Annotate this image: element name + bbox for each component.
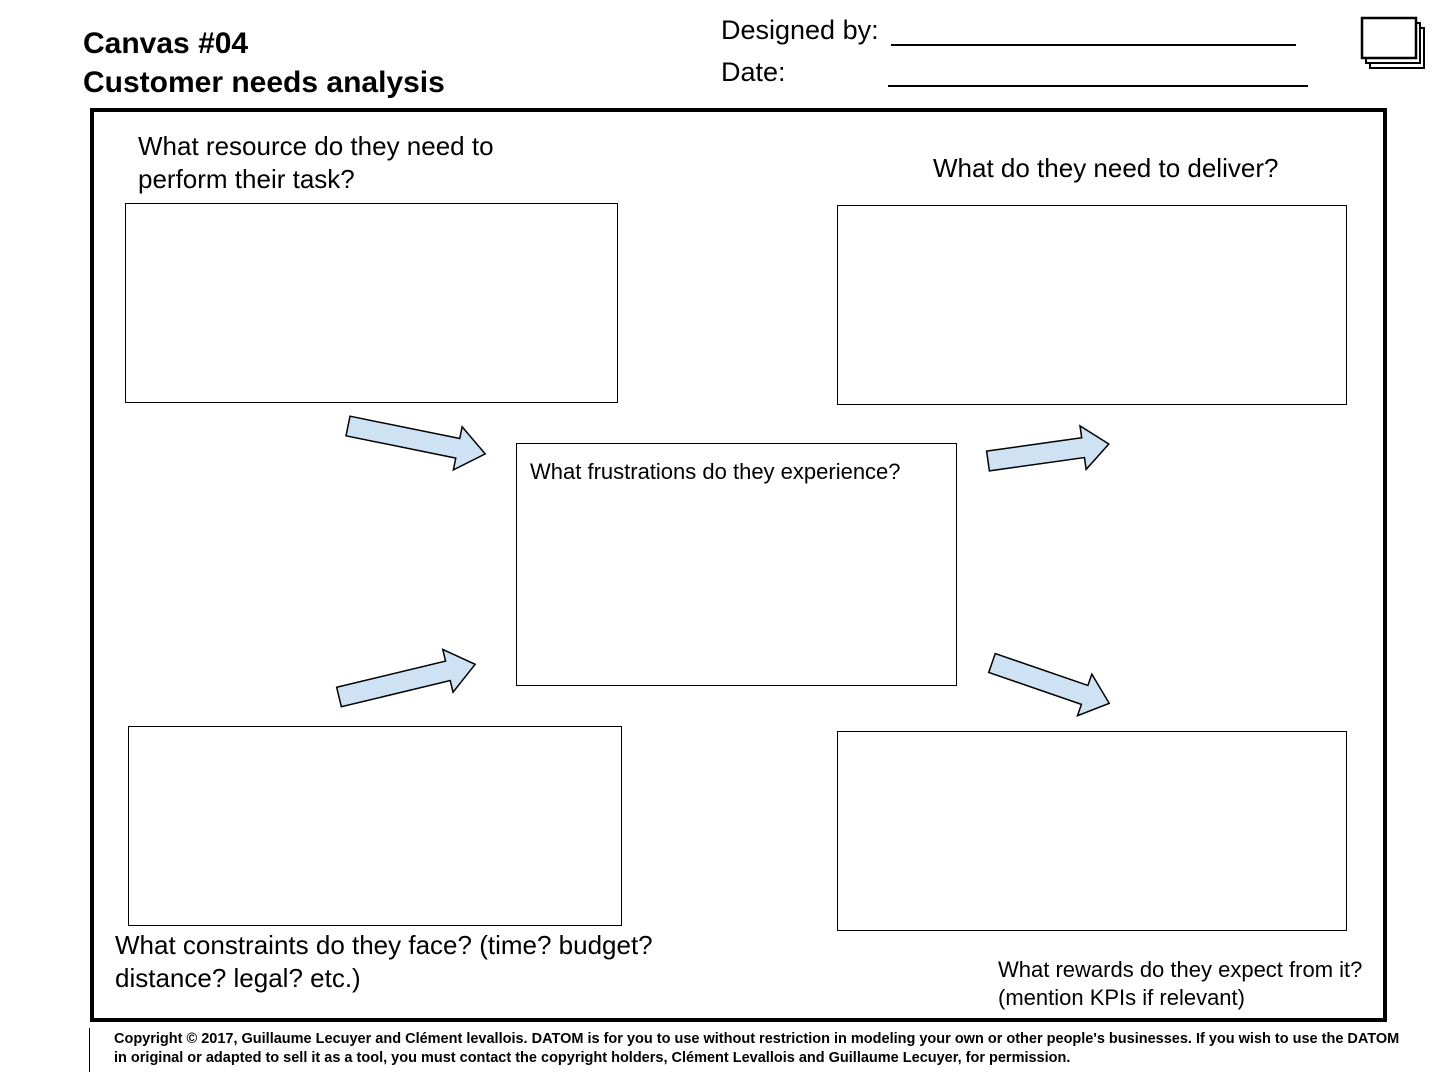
canvas-title: Customer needs analysis <box>83 66 445 99</box>
footer-bar <box>89 1028 90 1072</box>
question-constraints: What constraints do they face? (time? budget? distance? legal? etc.) <box>115 930 653 993</box>
arrow-frustrations-to-rewards <box>985 642 1117 724</box>
designed-by-label: Designed by: <box>721 15 879 45</box>
question-frustrations: What frustrations do they experience? <box>530 459 901 484</box>
arrow-resources-to-frustrations <box>344 404 490 475</box>
question-deliver: What do they need to deliver? <box>933 153 1279 183</box>
canvas-number: Canvas #04 <box>83 27 249 60</box>
arrow-constraints-to-frustrations <box>334 643 480 718</box>
question-resources: What resource do they need to perform their task? <box>138 131 494 194</box>
question-rewards: What rewards do they expect from it? (mention KPIs if relevant) <box>998 957 1363 1010</box>
arrow-frustrations-to-deliver <box>985 422 1112 483</box>
copyright-notice: Copyright © 2017, Guillaume Lecuyer and Clément levallois. DATOM is for you to use without restriction in modeling your own or other people's businesses. If you wish to use the DATOM in original or adapted to sell it as a tool, you must contact the copyright holders, Clément Levallois and Guillaume Lecuyer, for permission. <box>114 1031 1400 1066</box>
date-label: Date: <box>721 57 786 87</box>
